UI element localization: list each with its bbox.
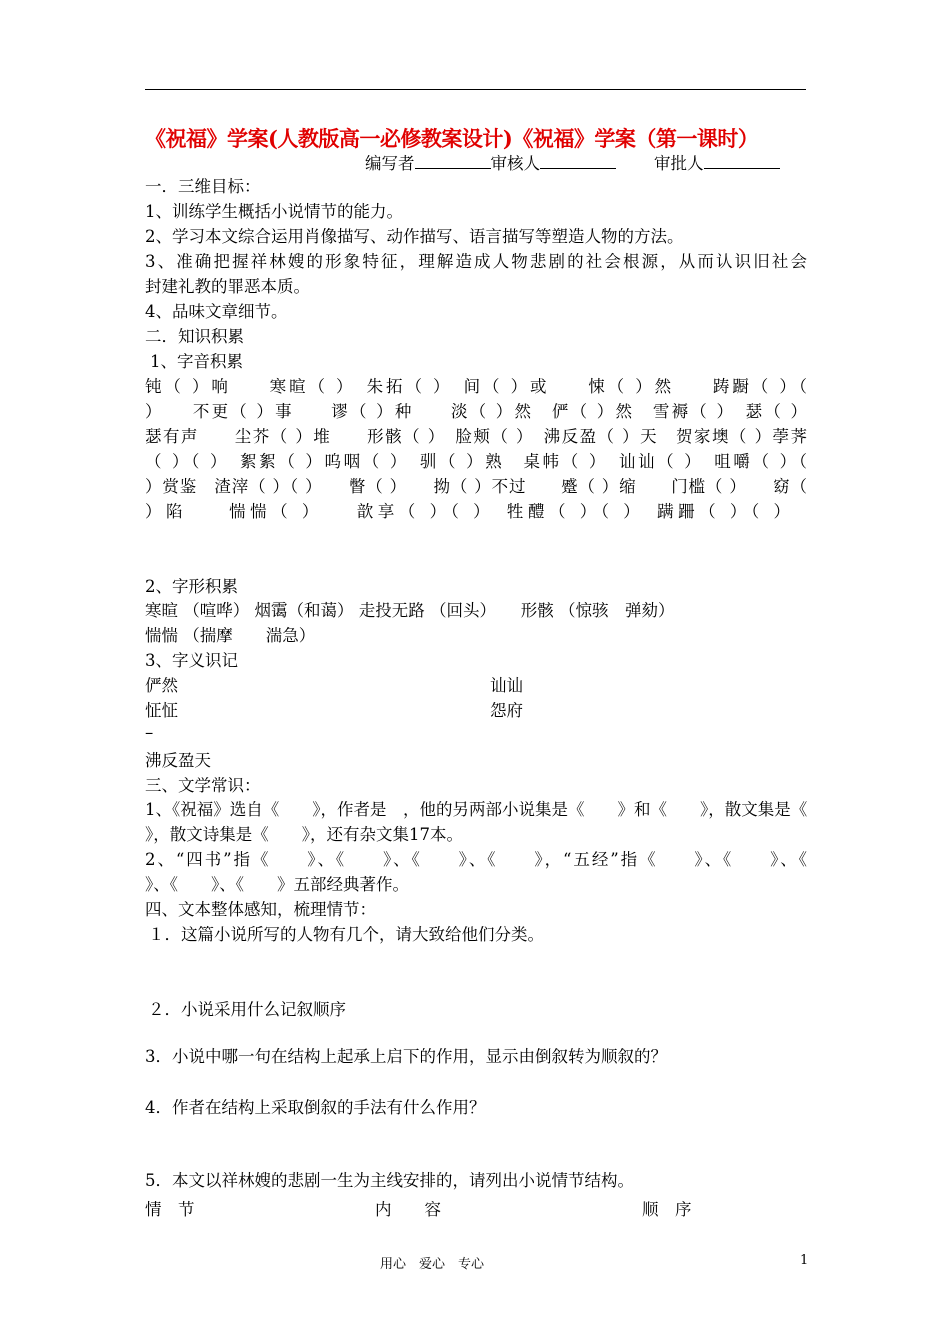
reviewer-blank [540,154,616,169]
section-heading-goals: 一．三维目标： [145,177,261,196]
reviewer-label: 审核人 [490,154,540,173]
subheading-meaning: 3、字义识记 [145,651,238,670]
writer-blank [415,154,491,169]
question-4: 4．作者在结构上采取倒叙的手法有什么作用？ [145,1098,486,1117]
question-1: １．这篇小说所写的人物有几个，请大致给他们分类。 [148,925,544,944]
meaning-term-5: 沸反盈天 [145,751,211,770]
pronunciation-row-2: ） 不更（ ）事 谬（ ）种 淡（ ）然 俨（ ）然 雪褥（ ） 瑟（ ） [145,402,807,421]
table-header-plot: 情 节 [145,1200,195,1219]
goal-4: 4、品味文章细节。 [145,302,288,321]
table-header-order: 顺 序 [642,1200,692,1219]
section-heading-knowledge: 二．知识积累 [145,327,244,346]
question-2: ２．小说采用什么记叙顺序 [148,1000,346,1019]
pronunciation-row-5: ）赏鉴 渣滓（ ）（ ） 瞥（ ） 拗（ ）不过 蹙（ ）缩 门槛（ ） 窈（ [145,477,807,496]
dash-mark: – [145,723,154,742]
header-rule [145,89,806,90]
document-title: 《祝福》学案(人教版高一必修教案设计)《祝福》学案（第一课时） [145,126,759,151]
author-line [365,150,780,174]
meaning-term-1: 俨然 [145,676,178,695]
approver-blank [704,154,780,169]
literature-q2-line-1: 2、“四书”指《 》、《 》、《 》、《 》，“五经”指《 》、《 》、《 [145,850,807,869]
pronunciation-row-6: ）陷 惴惴（ ） 歆享（ ）（ ） 牲醴（ ）（ ） 蹒跚（ ）（ ） [145,502,790,521]
approver-label: 审批人 [654,154,704,173]
meaning-term-4: 怨府 [490,701,523,720]
goal-1: 1、训练学生概括小说情节的能力。 [145,202,403,221]
table-header-content: 内 容 [375,1200,441,1219]
meaning-term-2: 讪讪 [490,676,523,695]
pronunciation-row-4: （ ）（ ） 絮絮（ ）呜咽（ ） 驯（ ）熟 桌帏（ ） 讪讪（ ） 咀嚼（ ）（ [145,452,807,471]
question-3: 3．小说中哪一句在结构上起承上启下的作用，显示由倒叙转为顺叙的？ [145,1047,667,1066]
pronunciation-row-1: 钝（ ）响 寒暄（ ） 朱拓（ ） 间（ ）或 悚（ ）然 踌蹰（ ）（ [145,377,807,396]
goal-3-line-2: 封建礼教的罪恶本质。 [145,277,310,296]
page-number: 1 [800,1253,809,1268]
goal-3-line-1: 3、准确把握祥林嫂的形象特征，理解造成人物悲剧的社会根源，从而认识旧社会 [145,252,807,271]
subheading-pronunciation: 1、字音积累 [150,352,243,371]
meaning-term-3: 怔怔 [145,701,178,720]
goal-2: 2、学习本文综合运用肖像描写、动作描写、语言描写等塑造人物的方法。 [145,227,684,246]
literature-q1-line-1: 1、《祝福》选自《 》，作者是 ，他的另两部小说集是《 》和《 》，散文集是《 [145,800,808,819]
pronunciation-row-3: 瑟有声 尘芥（ ）堆 形骸（ ） 脸颊（ ） 沸反盈（ ）天 贺家墺（ ）荸荠 [145,427,807,446]
literature-q2-line-2: 》、《 》、《 》五部经典著作。 [145,875,409,894]
question-5: 5．本文以祥林嫂的悲剧一生为主线安排的，请列出小说情节结构。 [145,1171,634,1190]
glyph-row-1: 寒暄 （喧哗） 烟霭（和蔼） 走投无路 （回头） 形骸 （惊骇 弹劾） [145,601,675,620]
section-heading-literature: 三、文学常识： [145,776,261,795]
writer-label: 编写者 [365,154,415,173]
glyph-row-2: 惴惴 （揣摩 湍急） [145,626,316,645]
footer-motto: 用心 爱心 专心 [380,1257,485,1272]
section-heading-overview: 四、文本整体感知，梳理情节： [145,900,376,919]
subheading-glyph: 2、字形积累 [145,577,238,596]
literature-q1-line-2: 》，散文诗集是《 》，还有杂文集17本。 [145,825,463,844]
